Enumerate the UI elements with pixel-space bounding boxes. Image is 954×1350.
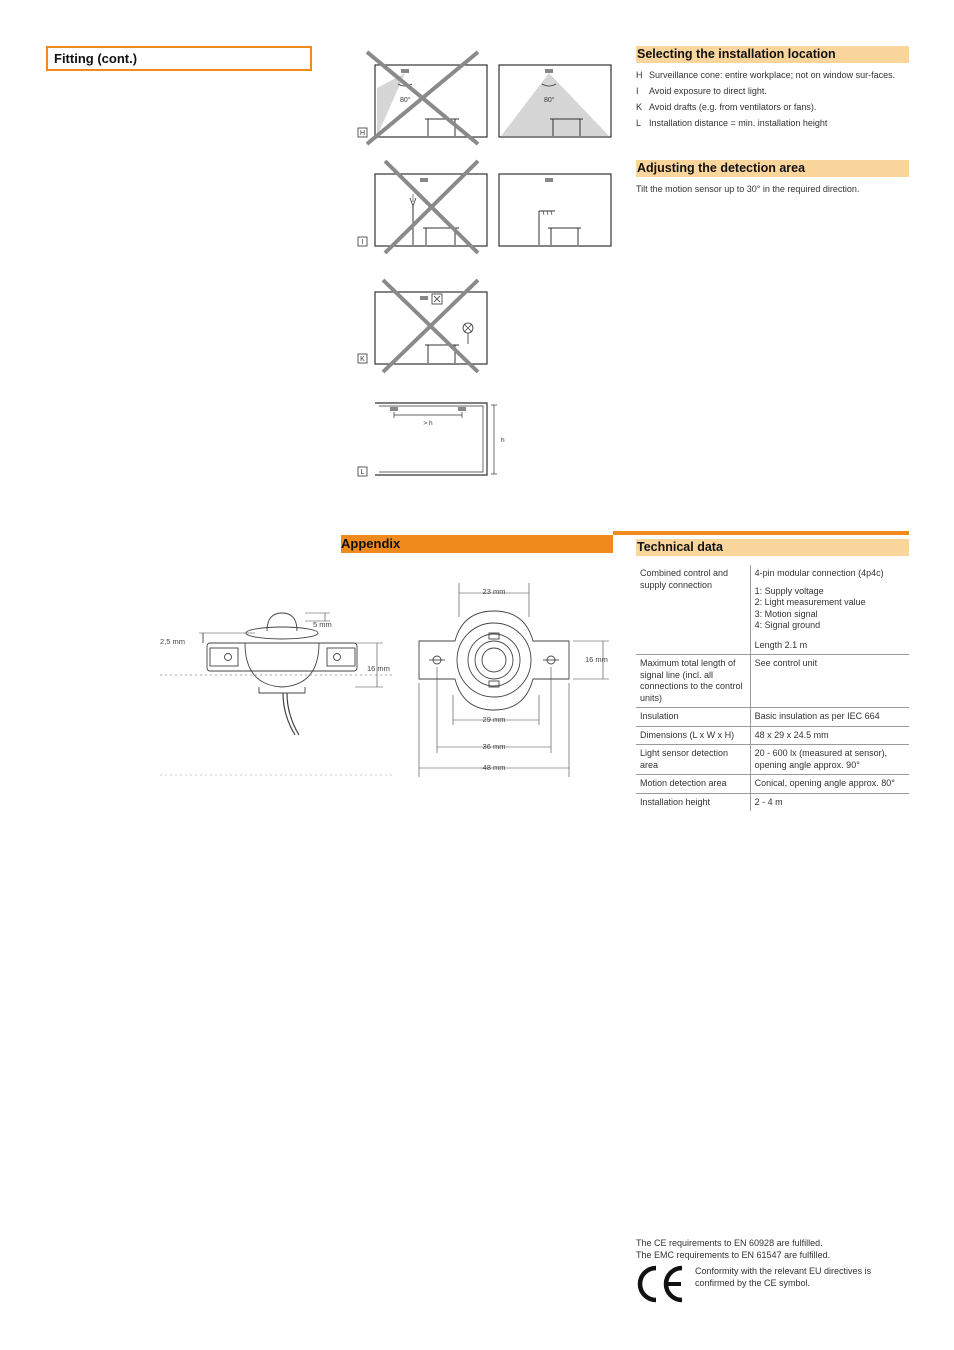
table-label: Motion detection area <box>636 775 750 794</box>
dim-36mm: 36 mm <box>482 742 506 751</box>
dim-23mm: 23 mm <box>482 587 506 596</box>
ce-logo-icon <box>636 1264 688 1304</box>
appendix-rule <box>613 531 909 535</box>
table-row <box>636 726 909 745</box>
table-label: Maximum total length of signal line (incl. all connections to the control units) <box>636 655 750 708</box>
dimension-drawings <box>155 575 615 785</box>
adjusting-title: Adjusting the detection area <box>636 160 909 177</box>
sensor-front-view <box>419 583 609 777</box>
diagram-h-angle-right: 80° <box>544 97 555 104</box>
table-row <box>636 793 909 811</box>
table-value: 48 x 29 x 24.5 mm <box>750 726 909 745</box>
adjusting-text: Tilt the motion sensor up to 30° in the required direction. <box>636 184 860 194</box>
diagram-h-wrong <box>358 52 487 144</box>
value-line: 2: Light measurement value <box>754 597 866 607</box>
diagram-i-right <box>499 174 611 246</box>
installation-diagrams <box>355 48 620 488</box>
table-value: Basic insulation as per IEC 664 <box>750 708 909 727</box>
list-item <box>636 118 909 129</box>
diagram-h-letter: H <box>359 130 366 137</box>
diagram-h-right <box>499 65 611 137</box>
ce-requirements <box>636 1238 909 1261</box>
sensor-side-view <box>160 613 395 775</box>
table-value: 2 - 4 m <box>754 796 783 807</box>
diagram-l-letter: L <box>360 469 365 476</box>
selecting-list <box>636 70 909 134</box>
technical-title: Technical data <box>636 539 909 556</box>
technical-table <box>636 565 909 811</box>
table-row <box>636 708 909 727</box>
diagram-l <box>358 403 505 476</box>
value-line: 4: Signal ground <box>754 620 821 630</box>
list-text: Avoid exposure to direct light. <box>649 86 767 96</box>
list-item <box>636 70 909 81</box>
list-text: Avoid drafts (e.g. from ventilators or fans). <box>649 102 817 112</box>
list-key: L <box>636 118 642 128</box>
list-item <box>636 86 909 97</box>
diagram-h-angle: 80° <box>400 97 411 104</box>
table-label: Light sensor detection area <box>636 745 750 775</box>
ce-conformity: Conformity with the relevant EU directives is confirmed by the CE symbol. <box>695 1266 872 1288</box>
dim-16mm-front: 16 mm <box>585 655 608 664</box>
selecting-title: Selecting the installation location <box>636 46 909 63</box>
ce-line-1: The CE requirements to EN 60928 are fulfilled. <box>636 1238 823 1248</box>
ce-line-2: The EMC requirements to EN 61547 are fulfilled. <box>636 1249 831 1260</box>
diagram-k-letter: K <box>360 356 365 363</box>
list-key: H <box>636 70 643 80</box>
table-row <box>636 775 909 794</box>
dim-2-5mm: 2,5 mm <box>160 637 186 646</box>
table-row <box>636 745 909 775</box>
fitting-title: Fitting (cont.) <box>46 46 312 71</box>
value-line: 3: Motion signal <box>754 608 818 619</box>
diagram-k-wrong <box>358 280 487 372</box>
value-line: Length 2.1 m <box>754 639 808 650</box>
dim-5mm: 5 mm <box>313 620 332 629</box>
table-row <box>636 565 909 655</box>
diagram-l-distance: > h <box>423 420 433 427</box>
table-label: Combined control and supply connection <box>636 565 750 655</box>
table-value: See control unit <box>750 655 909 708</box>
table-label: Insulation <box>636 708 750 727</box>
list-key: I <box>636 86 639 96</box>
diagram-i-letter: I <box>361 239 364 246</box>
diagram-l-height: h <box>501 437 505 444</box>
list-text: Installation distance = min. installation height <box>649 118 828 128</box>
table-label: Dimensions (L x W x H) <box>636 726 750 745</box>
table-label: Installation height <box>636 793 750 811</box>
table-value: 20 - 600 lx (measured at sensor), opening angle approx. 90° <box>750 745 909 775</box>
appendix-title: Appendix <box>341 535 613 553</box>
list-key: K <box>636 102 643 112</box>
value-line: 4-pin modular connection (4p4c) <box>754 568 884 578</box>
dim-29mm: 29 mm <box>482 715 506 724</box>
table-row <box>636 655 909 708</box>
table-value: Conical, opening angle approx. 80° <box>750 775 909 794</box>
value-line: 1: Supply voltage <box>754 585 824 596</box>
dim-48mm: 48 mm <box>482 763 506 772</box>
dim-16mm-side: 16 mm <box>367 664 390 673</box>
diagram-i-wrong <box>358 161 487 253</box>
table-value <box>750 565 909 655</box>
list-item <box>636 102 909 113</box>
list-text: Surveillance cone: entire workplace; not on window sur-faces. <box>649 70 896 80</box>
